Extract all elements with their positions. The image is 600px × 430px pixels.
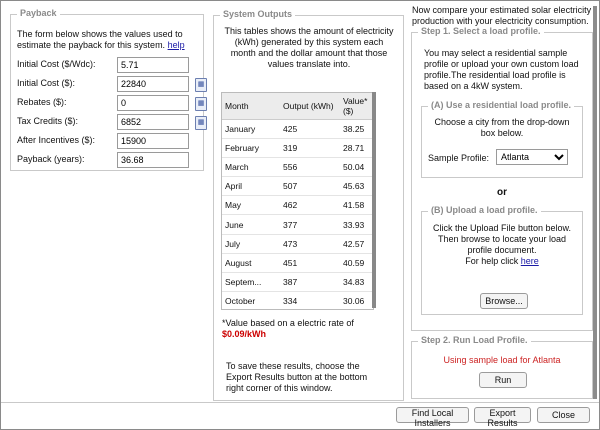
initial-cost-per-watt-row: [17, 57, 207, 73]
table-row[interactable]: [222, 139, 373, 158]
month-cell: Septem...: [222, 272, 280, 291]
value-cell: 42.57: [340, 234, 373, 253]
right-panel-scrollbar[interactable]: [593, 6, 597, 399]
output-cell: 319: [280, 139, 340, 158]
step1-panel: [411, 26, 593, 331]
initial-cost-row: [17, 76, 207, 92]
calculator-icon[interactable]: ▦: [195, 78, 207, 92]
upload-profile-text: Click the Upload File button below. Then browse to locate your load profile document. For help click here: [432, 223, 572, 266]
table-row[interactable]: [222, 272, 373, 291]
month-cell: May: [222, 196, 280, 215]
electric-rate: $0.09/kWh: [222, 329, 267, 339]
value-cell: 33.93: [340, 215, 373, 234]
residential-profile-panel: [421, 100, 583, 178]
rate-note: *Value based on a electric rate of $0.09/kWh: [222, 318, 354, 339]
output-cell: 377: [280, 215, 340, 234]
table-scrollbar[interactable]: [372, 92, 376, 308]
column-header[interactable]: Output (kWh): [280, 93, 340, 120]
table-row[interactable]: [222, 177, 373, 196]
table-row[interactable]: [222, 196, 373, 215]
find-installers-button[interactable]: Find Local Installers: [396, 407, 469, 423]
sample-profile-select[interactable]: [496, 149, 568, 165]
step2-legend: Step 2. Run Load Profile.: [418, 335, 531, 345]
run-status: Using sample load for Atlanta: [443, 355, 561, 365]
calculator-icon[interactable]: ▦: [195, 97, 207, 111]
value-cell: 41.58: [340, 196, 373, 215]
output-cell: 451: [280, 253, 340, 272]
payback-intro: The form below shows the values used to estimate the payback for this system. help: [17, 29, 185, 50]
value-cell: 28.71: [340, 139, 373, 158]
value-cell: 34.83: [340, 272, 373, 291]
system-outputs-legend: System Outputs: [220, 9, 295, 19]
run-button[interactable]: Run: [479, 372, 527, 388]
column-header[interactable]: Month: [222, 93, 280, 120]
initial-cost-input[interactable]: [117, 76, 189, 92]
after-incentives-label: After Incentives ($):: [17, 135, 96, 145]
output-cell: 462: [280, 196, 340, 215]
system-outputs-intro: This tables shows the amount of electricity (kWh) generated by this system each month and the dollar amount that those values translate into.: [224, 26, 394, 69]
sample-profile-label: Sample Profile:: [428, 153, 490, 163]
month-cell: March: [222, 158, 280, 177]
value-cell: 50.04: [340, 158, 373, 177]
tax-credits-input[interactable]: [117, 114, 189, 130]
step1-text: You may select a residential sample profile or upload your own custom load profile.The residential load profile is based on a 4kW system.: [424, 48, 579, 91]
month-cell: April: [222, 177, 280, 196]
table-row[interactable]: [222, 120, 373, 139]
upload-help-link[interactable]: here: [520, 256, 539, 266]
rebates-input[interactable]: [117, 95, 189, 111]
tax-credits-label: Tax Credits ($):: [17, 116, 79, 126]
after-incentives-row: [17, 133, 207, 149]
output-cell: 556: [280, 158, 340, 177]
table-header-row: [222, 93, 373, 120]
value-cell: 45.63: [340, 177, 373, 196]
table-row[interactable]: [222, 158, 373, 177]
footer-divider: [1, 402, 599, 403]
rebates-label: Rebates ($):: [17, 97, 67, 107]
payback-panel: [10, 8, 205, 171]
output-cell: 425: [280, 120, 340, 139]
help-link[interactable]: help: [167, 40, 185, 50]
export-results-button[interactable]: Export Results: [474, 407, 531, 423]
calculator-icon[interactable]: ▦: [195, 116, 207, 130]
step1-legend: Step 1. Select a load profile.: [418, 26, 544, 36]
payback-years-row: [17, 152, 207, 168]
residential-profile-text: Choose a city from the drop-down box below.: [434, 117, 570, 138]
close-button[interactable]: Close: [537, 407, 590, 423]
initial-cost-per-watt-label: Initial Cost ($/Wdc):: [17, 59, 96, 69]
table-row[interactable]: [222, 291, 373, 310]
output-cell: 507: [280, 177, 340, 196]
value-cell: 30.06: [340, 291, 373, 310]
compare-intro: Now compare your estimated solar electricity production with your electricity consumption.: [412, 5, 592, 26]
table-row[interactable]: [222, 253, 373, 272]
month-cell: June: [222, 215, 280, 234]
step2-panel: [411, 335, 593, 399]
payback-years-input[interactable]: [117, 152, 189, 168]
month-cell: February: [222, 139, 280, 158]
output-cell: 387: [280, 272, 340, 291]
month-cell: July: [222, 234, 280, 253]
export-instructions: To save these results, choose the Export Results button at the bottom right corner of this window.: [226, 361, 368, 393]
browse-button[interactable]: Browse...: [480, 293, 528, 309]
monthly-output-table[interactable]: [221, 92, 374, 310]
after-incentives-input[interactable]: [117, 133, 189, 149]
system-outputs-panel: [213, 9, 404, 401]
upload-profile-legend: (B) Upload a load profile.: [428, 205, 541, 215]
output-cell: 334: [280, 291, 340, 310]
value-cell: 40.59: [340, 253, 373, 272]
table-row[interactable]: [222, 234, 373, 253]
tax-credits-row: [17, 114, 207, 130]
table-row[interactable]: [222, 215, 373, 234]
output-cell: 473: [280, 234, 340, 253]
initial-cost-label: Initial Cost ($):: [17, 78, 76, 88]
residential-profile-legend: (A) Use a residential load profile.: [428, 100, 574, 110]
upload-profile-panel: [421, 205, 583, 315]
value-cell: 38.25: [340, 120, 373, 139]
payback-years-label: Payback (years):: [17, 154, 85, 164]
payback-legend: Payback: [17, 8, 60, 18]
month-cell: October: [222, 291, 280, 310]
column-header[interactable]: Value* ($): [340, 93, 373, 120]
month-cell: January: [222, 120, 280, 139]
or-divider: or: [497, 187, 507, 198]
rebates-row: [17, 95, 207, 111]
month-cell: August: [222, 253, 280, 272]
initial-cost-per-watt-input[interactable]: [117, 57, 189, 73]
